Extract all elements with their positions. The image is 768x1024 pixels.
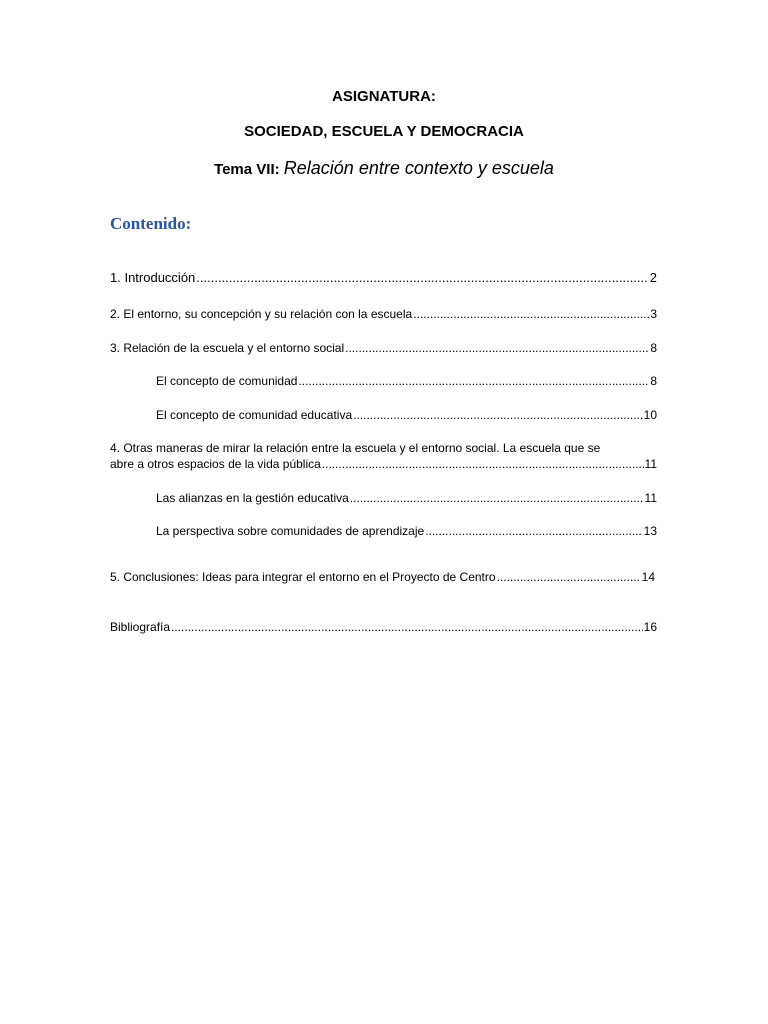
toc-entry-conclusiones[interactable] xyxy=(110,569,655,585)
subject-name: SOCIEDAD, ESCUELA Y DEMOCRACIA xyxy=(244,123,524,140)
toc-entry-entorno[interactable] xyxy=(110,306,657,322)
toc-leader-dots xyxy=(497,569,641,585)
toc-entry-page: 8 xyxy=(650,374,657,388)
toc-entry-comunidades-aprendizaje[interactable] xyxy=(156,523,657,539)
toc-entry-concepto-comunidad-educativa[interactable] xyxy=(156,407,657,423)
toc-leader-dots xyxy=(413,306,649,322)
toc-entry-label: Bibliografía xyxy=(110,620,171,634)
toc-leader-dots xyxy=(345,340,649,356)
toc-entry-concepto-comunidad[interactable] xyxy=(156,373,657,389)
toc-entry-alianzas[interactable] xyxy=(156,490,657,506)
toc-entry-label: 3. Relación de la escuela y el entorno social xyxy=(110,341,345,355)
toc-entry-page: 3 xyxy=(650,307,657,321)
toc-entry-label: La perspectiva sobre comunidades de aprendizaje xyxy=(156,524,425,538)
toc-entry-page: 8 xyxy=(650,341,657,355)
toc-entry-otras-maneras[interactable] xyxy=(110,456,657,472)
toc-entry-introduccion[interactable] xyxy=(110,270,657,286)
toc-entry-label: El concepto de comunidad xyxy=(156,374,298,388)
toc-entry-page: 11 xyxy=(644,491,657,505)
toc-entry-label: Las alianzas en la gestión educativa xyxy=(156,491,349,505)
toc-entry-label: El concepto de comunidad educativa xyxy=(156,408,353,422)
toc-leader-dots xyxy=(350,490,644,506)
contents-heading: Contenido: xyxy=(110,214,192,233)
subject-label: ASIGNATURA: xyxy=(332,88,436,105)
toc-entry-otras-maneras-line1[interactable]: 4. Otras maneras de mirar la relación entre la escuela y el entorno social. La escuela que se xyxy=(110,441,601,455)
toc-entry-page: 13 xyxy=(643,524,657,538)
topic-number: Tema VII: xyxy=(214,161,280,178)
topic-heading xyxy=(0,158,768,179)
toc-entry-page: 14 xyxy=(641,570,655,584)
toc-entry-label: abre a otros espacios de la vida pública xyxy=(110,457,321,471)
toc-entry-page: 10 xyxy=(643,408,657,422)
toc-entry-label: 5. Conclusiones: Ideas para integrar el entorno en el Proyecto de Centro xyxy=(110,570,496,584)
toc-leader-dots xyxy=(171,619,643,635)
toc-leader-dots xyxy=(196,270,648,286)
topic-title: Relación entre contexto y escuela xyxy=(283,158,554,178)
toc-leader-dots xyxy=(425,523,642,539)
toc-entry-relacion-escuela-entorno[interactable] xyxy=(110,340,657,356)
toc-entry-label: 2. El entorno, su concepción y su relación con la escuela xyxy=(110,307,413,321)
toc-entry-page: 2 xyxy=(649,270,657,285)
toc-leader-dots xyxy=(322,456,644,472)
toc-entry-label: 1. Introducción xyxy=(110,270,196,285)
toc-entry-bibliografia[interactable] xyxy=(110,619,657,635)
toc-leader-dots xyxy=(353,407,643,423)
toc-entry-page: 16 xyxy=(643,620,657,634)
toc-leader-dots xyxy=(298,373,649,389)
toc-entry-page: 11 xyxy=(644,457,657,471)
